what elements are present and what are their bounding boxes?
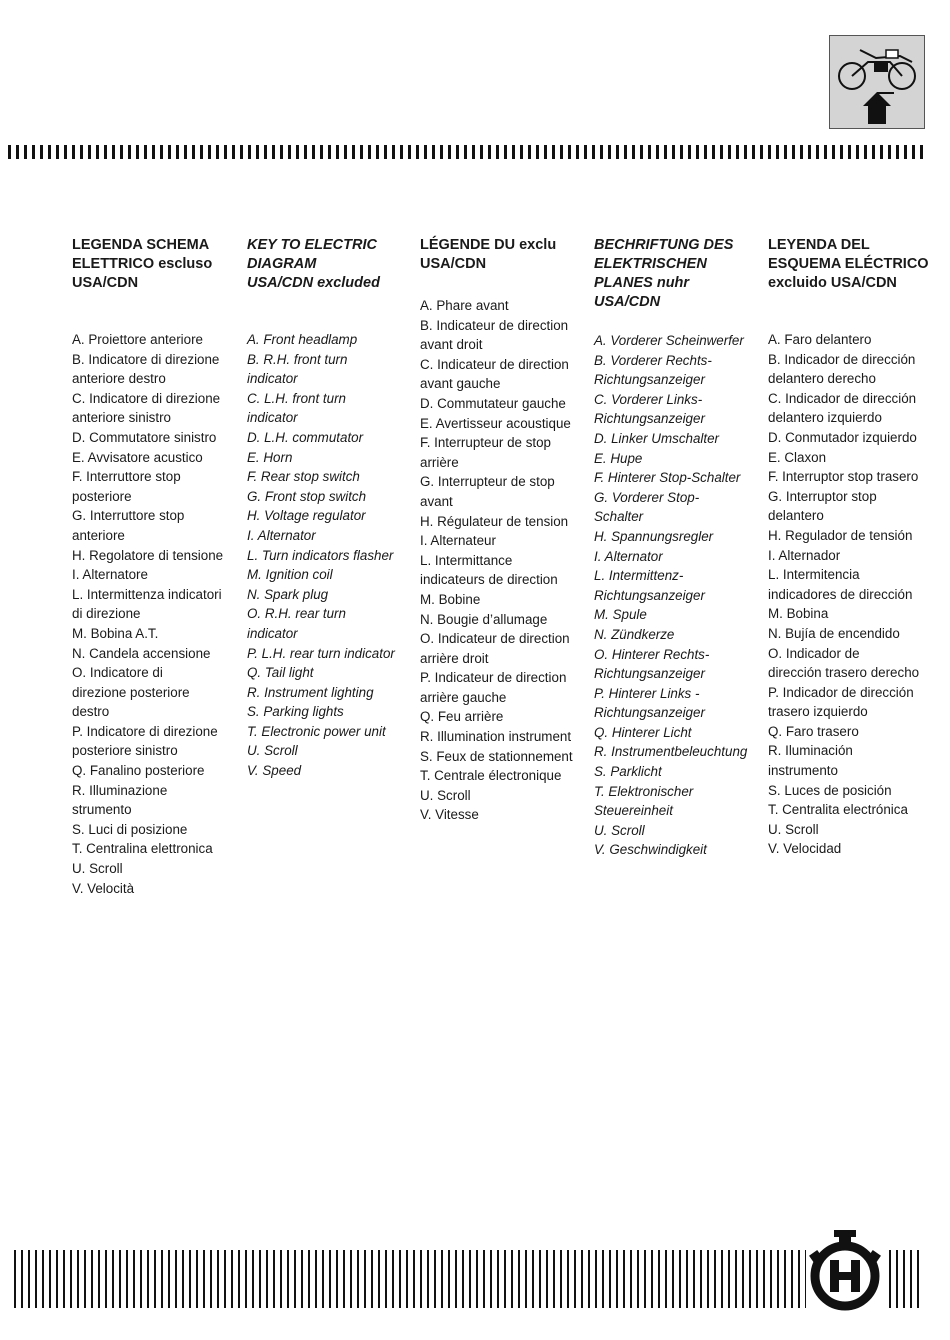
list-item: O. R.H. rear turn (247, 606, 346, 622)
list-item: Richtungsanzeiger (594, 666, 705, 682)
list-item: M. Bobina A.T. (72, 625, 159, 641)
list-item: Q. Fanalino posteriore (72, 763, 205, 779)
list-item: L. Intermittance (420, 552, 513, 568)
list-item: A. Faro delantero (768, 332, 872, 347)
list-item: V. Speed (247, 763, 302, 779)
list-item: P. Indicador de dirección (768, 684, 914, 700)
list-item: di direzione (72, 606, 141, 622)
list-item: V. Velocidad (768, 841, 842, 857)
list-item: N. Zündkerze (594, 626, 675, 642)
legend-list (594, 331, 764, 860)
list-item: O. Indicateur de direction (420, 631, 570, 647)
list-item: posteriore sinistro (72, 743, 178, 759)
list-item: R. Instrumentbeleuchtung (594, 744, 748, 760)
list-item: I. Alternatore (72, 567, 148, 583)
list-item: P. Indicateur de direction (420, 670, 567, 686)
list-item: S. Feux de stationnement (420, 748, 573, 764)
list-item: C. Indicateur de direction (420, 356, 569, 372)
list-item: E. Avvisatore acustico (72, 449, 203, 465)
list-item: F. Interruttore stop (72, 469, 181, 485)
list-item: avant (420, 493, 453, 509)
column-heading: LÉGENDE DU exclu USA/CDN (420, 237, 557, 272)
list-item: Richtungsanzeiger (594, 587, 705, 603)
list-item: indicator (247, 371, 298, 387)
list-item: T. Electronic power unit (247, 723, 386, 739)
list-item: R. Iluminación (768, 743, 853, 759)
list-item: C. Indicador de dirección (768, 390, 917, 406)
list-item: S. Luces de posición (768, 782, 892, 798)
list-item: delantero izquierdo (768, 410, 882, 426)
motorcycle-electrical-icon (829, 35, 925, 129)
list-item: I. Alternator (247, 527, 316, 543)
list-item: indicadores de dirección (768, 586, 913, 602)
column-heading: BECHRIFTUNG DES ELEKTRISCHEN PLANES nuhr USA/CDN (594, 237, 734, 310)
list-item: anteriore sinistro (72, 410, 171, 426)
list-item: anteriore (72, 527, 125, 543)
list-item: L. Intermitencia (768, 567, 860, 583)
list-item: A. Phare avant (420, 298, 509, 313)
list-item: M. Ignition coil (247, 567, 333, 583)
list-item: F. Interruptor stop trasero (768, 469, 919, 485)
list-item: H. Spannungsregler (594, 528, 714, 544)
list-item: C. Vorderer Links- (594, 391, 703, 407)
list-item: P. Indicatore di direzione (72, 723, 218, 739)
list-item: Q. Faro trasero (768, 723, 859, 739)
list-item: V. Geschwindigkeit (594, 842, 707, 858)
list-item: Q. Tail light (247, 665, 314, 681)
list-item: U. Scroll (768, 821, 819, 837)
list-item: I. Alternator (594, 548, 663, 564)
list-item: B. Indicador de dirección (768, 351, 916, 367)
list-item: N. Bujía de encendido (768, 625, 900, 641)
list-item: O. Hinterer Rechts- (594, 646, 710, 662)
list-item: anteriore destro (72, 371, 166, 387)
husqvarna-logo (806, 1230, 884, 1314)
list-item: M. Bobine (420, 591, 481, 607)
list-item: G. Interruptor stop (768, 488, 877, 504)
list-item: Q. Hinterer Licht (594, 724, 692, 740)
list-item: B. R.H. front turn (247, 351, 348, 367)
list-item: S. Parklicht (594, 764, 662, 780)
column-heading: KEY TO ELECTRIC DIAGRAM USA/CDN excluded (247, 237, 380, 291)
list-item: A. Proiettore anteriore (72, 332, 203, 347)
list-item: G. Vorderer Stop- (594, 489, 700, 505)
legend-column-french (420, 236, 590, 825)
list-item: N. Bougie d’allumage (420, 611, 548, 627)
list-item: H. Voltage regulator (247, 508, 366, 524)
column-heading: LEGENDA SCHEMA ELETTRICO escluso USA/CDN (72, 237, 213, 291)
list-item: Richtungsanzeiger (594, 372, 705, 388)
list-item: T. Centralina elettronica (72, 841, 213, 857)
legend-column-german (594, 236, 764, 860)
list-item: B. Indicatore di direzione (72, 351, 220, 367)
list-item: direzione posteriore (72, 684, 190, 700)
list-item: E. Horn (247, 449, 293, 465)
list-item: H. Regolatore di tensione (72, 547, 224, 563)
list-item: C. L.H. front turn (247, 390, 346, 406)
list-item: E. Avertisseur acoustique (420, 415, 571, 431)
list-item: O. Indicador de (768, 645, 860, 661)
list-item: dirección trasero derecho (768, 665, 920, 681)
list-item: V. Velocità (72, 880, 135, 896)
list-item: posteriore (72, 488, 132, 504)
list-item: delantero (768, 508, 824, 524)
list-item: P. Hinterer Links - (594, 685, 700, 701)
legend-list (768, 330, 938, 859)
list-item: L. Intermittenza indicatori (72, 586, 222, 602)
list-item: D. Commutatore sinistro (72, 429, 217, 445)
list-item: avant droit (420, 337, 483, 353)
list-item: destro (72, 704, 110, 720)
list-item: G. Front stop switch (247, 488, 367, 504)
list-item: H. Régulateur de tension (420, 513, 569, 529)
list-item: R. Illumination instrument (420, 729, 572, 745)
list-item: T. Elektronischer (594, 783, 694, 799)
list-item: C. Indicatore di direzione (72, 390, 221, 406)
list-item: L. Turn indicators flasher (247, 547, 394, 563)
list-item: Richtungsanzeiger (594, 705, 705, 721)
list-item: I. Alternateur (420, 533, 496, 549)
top-barcode-rule (8, 145, 925, 159)
list-item: G. Interrupteur de stop (420, 474, 555, 490)
list-item: D. L.H. commutator (247, 429, 364, 445)
list-item: E. Claxon (768, 449, 827, 465)
list-item: N. Candela accensione (72, 645, 211, 661)
list-item: N. Spark plug (247, 586, 329, 602)
list-item: E. Hupe (594, 450, 643, 466)
list-item: F. Rear stop switch (247, 469, 360, 485)
list-item: I. Alternador (768, 547, 841, 563)
list-item: R. Instrument lighting (247, 684, 374, 700)
list-item: indicator (247, 625, 298, 641)
list-item: O. Indicatore di (72, 665, 163, 681)
list-item: avant gauche (420, 376, 501, 392)
list-item: delantero derecho (768, 371, 876, 387)
legend-column-spanish (768, 236, 938, 859)
list-item: Richtungsanzeiger (594, 411, 705, 427)
list-item: U. Scroll (420, 787, 471, 803)
list-item: H. Regulador de tensión (768, 527, 913, 543)
list-item: S. Luci di posizione (72, 821, 188, 837)
list-item: A. Vorderer Scheinwerfer (594, 333, 744, 348)
legend-column-italian (72, 236, 242, 898)
bottom-barcode-rule (14, 1250, 924, 1308)
legend-column-english (247, 236, 417, 781)
list-item: indicator (247, 410, 298, 426)
legend-list (247, 330, 417, 781)
list-item: R. Illuminazione (72, 782, 168, 798)
column-heading: LEYENDA DEL ESQUEMA ELÉCTRICO excluido USA/CDN (768, 237, 929, 291)
list-item: U. Scroll (594, 822, 645, 838)
list-item: instrumento (768, 763, 838, 779)
list-item: indicateurs de direction (420, 572, 558, 588)
list-item: M. Spule (594, 607, 647, 623)
list-item: T. Centrale électronique (420, 768, 562, 784)
list-item: B. Indicateur de direction (420, 317, 569, 333)
list-item: M. Bobina (768, 606, 829, 622)
list-item: U. Scroll (72, 861, 123, 877)
legend-list (420, 296, 590, 825)
list-item: T. Centralita electrónica (768, 802, 908, 818)
list-item: D. Commutateur gauche (420, 395, 566, 411)
list-item: F. Interrupteur de stop (420, 435, 552, 451)
list-item: P. L.H. rear turn indicator (247, 645, 395, 661)
list-item: D. Linker Umschalter (594, 430, 720, 446)
list-item: D. Conmutador izquierdo (768, 429, 917, 445)
legend-list (72, 330, 242, 898)
list-item: trasero izquierdo (768, 704, 868, 720)
list-item: Q. Feu arrière (420, 709, 504, 725)
list-item: U. Scroll (247, 743, 298, 759)
list-item: arrière gauche (420, 689, 507, 705)
list-item: S. Parking lights (247, 704, 344, 720)
list-item: L. Intermittenz- (594, 568, 684, 584)
list-item: arrière droit (420, 650, 489, 666)
list-item: arrière (420, 454, 459, 470)
list-item: B. Vorderer Rechts- (594, 352, 712, 368)
list-item: G. Interruttore stop (72, 508, 185, 524)
list-item: strumento (72, 802, 132, 818)
list-item: V. Vitesse (420, 807, 479, 823)
list-item: A. Front headlamp (247, 332, 358, 347)
list-item: F. Hinterer Stop-Schalter (594, 470, 741, 486)
list-item: Schalter (594, 509, 644, 525)
list-item: Steuereinheit (594, 803, 673, 819)
